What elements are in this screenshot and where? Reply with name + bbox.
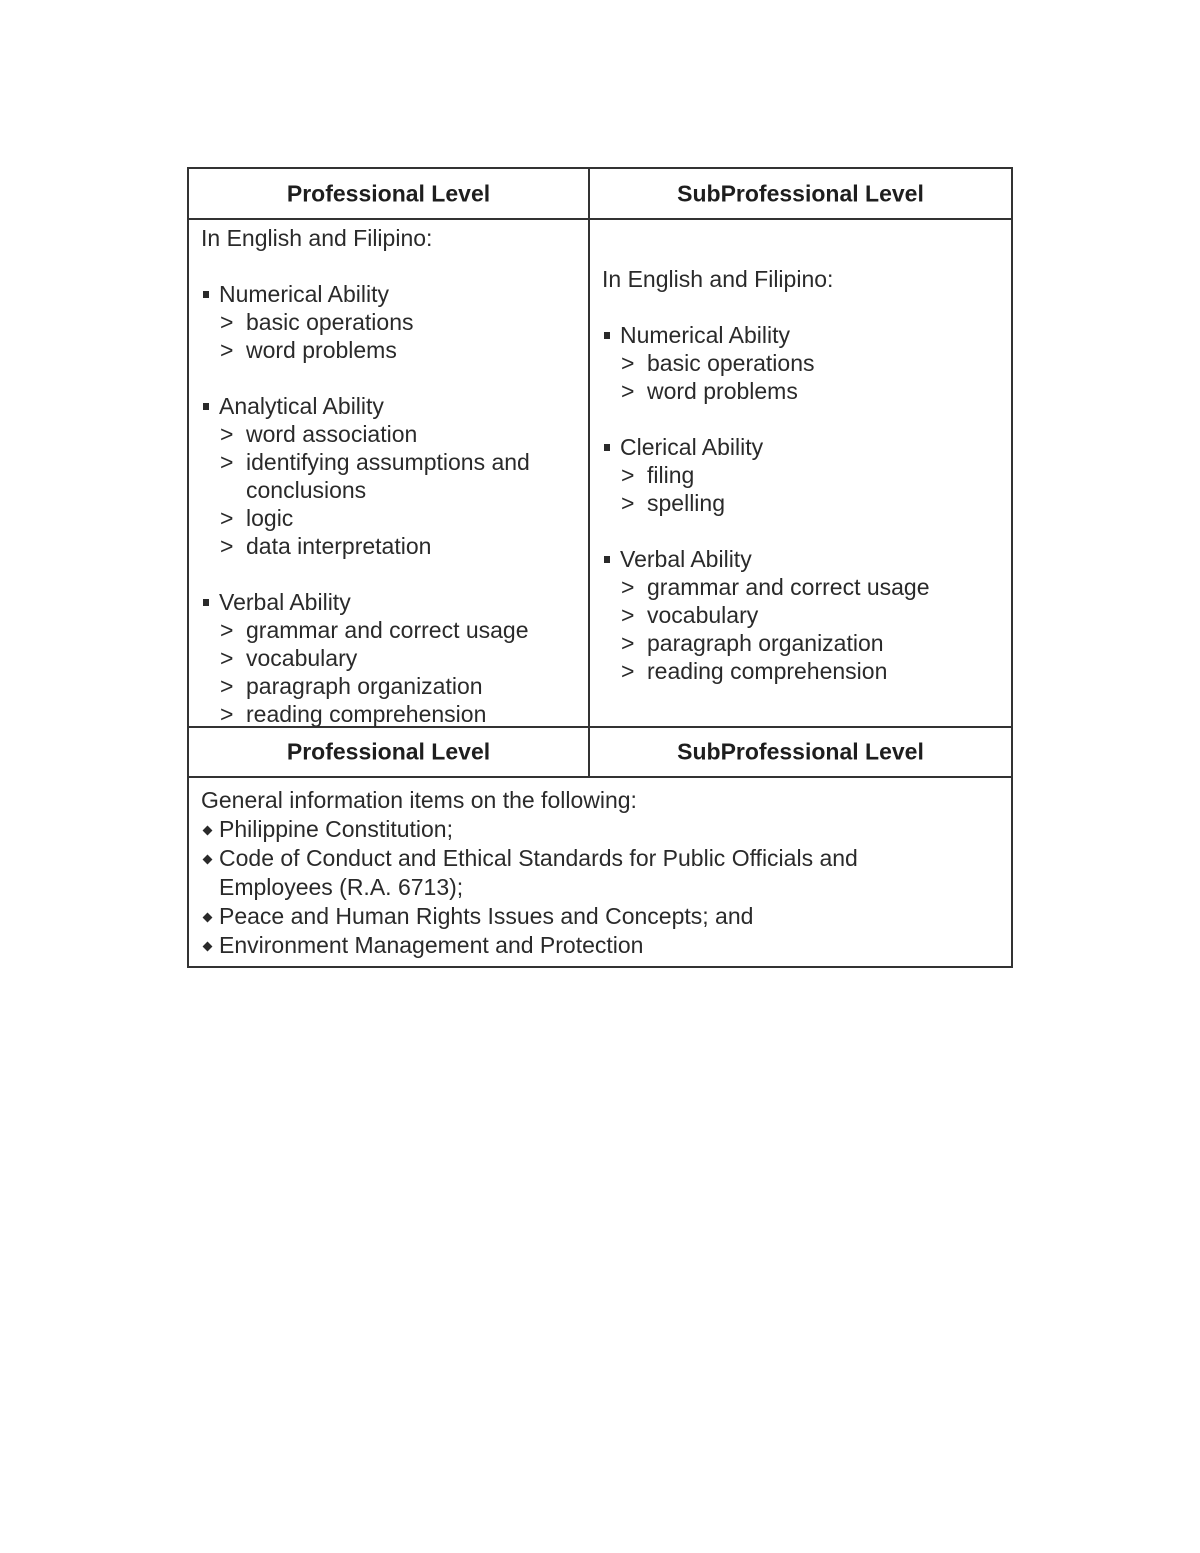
header-row-2	[189, 728, 1011, 778]
chevron-marker-icon: >	[220, 645, 234, 671]
diamond-bullet-icon	[203, 826, 213, 836]
category-label: Verbal Ability	[620, 546, 752, 572]
sub-item-label: vocabulary	[647, 602, 759, 628]
chevron-marker-icon: >	[220, 421, 234, 447]
square-bullet-icon	[604, 444, 610, 451]
professional-coverage-cell	[189, 220, 590, 726]
chevron-marker-icon: >	[220, 617, 234, 643]
sub-item	[201, 308, 556, 336]
category-heading	[602, 545, 930, 573]
category-heading	[201, 280, 556, 308]
category-heading	[201, 588, 556, 616]
subprofessional-group-verbal	[602, 545, 930, 685]
sub-item	[201, 616, 556, 644]
chevron-marker-icon: >	[621, 574, 635, 600]
sub-item-label: filing	[647, 462, 695, 488]
chevron-marker-icon: >	[220, 337, 234, 363]
professional-intro: In English and Filipino:	[201, 225, 433, 251]
header-cell-professional-2	[189, 728, 590, 776]
sub-item	[201, 448, 556, 504]
general-item-label: Code of Conduct and Ethical Standards for Public Officials and Employees (R.A. 6713);	[219, 845, 858, 900]
category-label: Clerical Ability	[620, 434, 764, 460]
category-heading	[602, 321, 930, 349]
sub-item	[602, 601, 930, 629]
sub-item	[602, 349, 930, 377]
professional-group-analytical	[201, 392, 556, 560]
professional-group-verbal	[201, 588, 556, 728]
subprofessional-group-clerical	[602, 433, 930, 517]
sub-item-label: reading comprehension	[647, 658, 888, 684]
header-cell-subprofessional-2	[590, 728, 1011, 776]
sub-item	[602, 461, 930, 489]
square-bullet-icon	[203, 403, 209, 410]
chevron-marker-icon: >	[220, 309, 234, 335]
square-bullet-icon	[604, 556, 610, 563]
diamond-bullet-icon	[203, 942, 213, 952]
category-label: Analytical Ability	[219, 393, 384, 419]
sub-item-label: basic operations	[647, 350, 815, 376]
sub-item-label: paragraph organization	[647, 630, 884, 656]
square-bullet-icon	[203, 291, 209, 298]
square-bullet-icon	[604, 332, 610, 339]
header-subprofessional-label: SubProfessional Level	[677, 180, 924, 206]
chevron-marker-icon: >	[621, 462, 635, 488]
sub-item	[201, 420, 556, 448]
chevron-marker-icon: >	[621, 350, 635, 376]
sub-item	[201, 644, 556, 672]
sub-item	[602, 489, 930, 517]
header-row-1	[189, 169, 1011, 220]
chevron-marker-icon: >	[220, 449, 234, 475]
professional-group-numerical	[201, 280, 556, 364]
category-heading	[602, 433, 930, 461]
sub-item	[602, 377, 930, 405]
sub-item	[602, 629, 930, 657]
general-item	[201, 931, 991, 960]
chevron-marker-icon: >	[621, 602, 635, 628]
square-bullet-icon	[203, 599, 209, 606]
general-item	[201, 844, 991, 902]
general-intro: General information items on the following:	[201, 787, 637, 813]
content-row-1	[189, 220, 1011, 728]
sub-item	[201, 672, 556, 700]
header-cell-subprofessional	[590, 169, 1011, 218]
sub-item-label: logic	[246, 505, 294, 531]
sub-item-label: spelling	[647, 490, 725, 516]
professional-coverage	[201, 224, 556, 728]
general-item	[201, 902, 991, 931]
category-label: Numerical Ability	[219, 281, 389, 307]
category-label: Numerical Ability	[620, 322, 790, 348]
chevron-marker-icon: >	[621, 630, 635, 656]
sub-item-label: grammar and correct usage	[647, 574, 930, 600]
chevron-marker-icon: >	[621, 490, 635, 516]
sub-item	[602, 573, 930, 601]
sub-item	[201, 504, 556, 532]
chevron-marker-icon: >	[621, 658, 635, 684]
sub-item-label: vocabulary	[246, 645, 358, 671]
sub-item-label: word problems	[647, 378, 798, 404]
sub-item-label: basic operations	[246, 309, 414, 335]
content-row-2	[189, 778, 1011, 966]
chevron-marker-icon: >	[220, 505, 234, 531]
subprofessional-coverage	[602, 265, 930, 685]
diamond-bullet-icon	[203, 855, 213, 865]
header-cell-professional	[189, 169, 590, 218]
sub-item	[201, 336, 556, 364]
general-item-label: Environment Management and Protection	[219, 932, 644, 958]
sub-item-label: paragraph organization	[246, 673, 483, 699]
exam-coverage-table	[187, 167, 1013, 968]
header-subprofessional-label-2: SubProfessional Level	[677, 738, 924, 765]
chevron-marker-icon: >	[220, 673, 234, 699]
sub-item-label: word association	[246, 421, 418, 447]
subprofessional-intro: In English and Filipino:	[602, 266, 834, 292]
sub-item	[602, 657, 930, 685]
sub-item-label: reading comprehension	[246, 701, 487, 727]
general-item-label: Philippine Constitution;	[219, 816, 453, 842]
sub-item-label: word problems	[246, 337, 397, 363]
sub-item-label: identifying assumptions and conclusions	[246, 449, 530, 503]
general-information	[201, 786, 991, 960]
sub-item-label: data interpretation	[246, 533, 432, 559]
header-professional-label-2: Professional Level	[286, 738, 491, 765]
subprofessional-group-numerical	[602, 321, 930, 405]
sub-item	[201, 532, 556, 560]
chevron-marker-icon: >	[220, 533, 234, 559]
general-item-label: Peace and Human Rights Issues and Concepts; and	[219, 903, 754, 929]
sub-item	[201, 700, 556, 728]
category-heading	[201, 392, 556, 420]
general-item	[201, 815, 991, 844]
sub-item-label: grammar and correct usage	[246, 617, 529, 643]
subprofessional-coverage-cell	[590, 220, 1011, 726]
category-label: Verbal Ability	[219, 589, 351, 615]
diamond-bullet-icon	[203, 913, 213, 923]
chevron-marker-icon: >	[621, 378, 635, 404]
header-professional-label: Professional Level	[286, 180, 491, 206]
chevron-marker-icon: >	[220, 701, 234, 727]
